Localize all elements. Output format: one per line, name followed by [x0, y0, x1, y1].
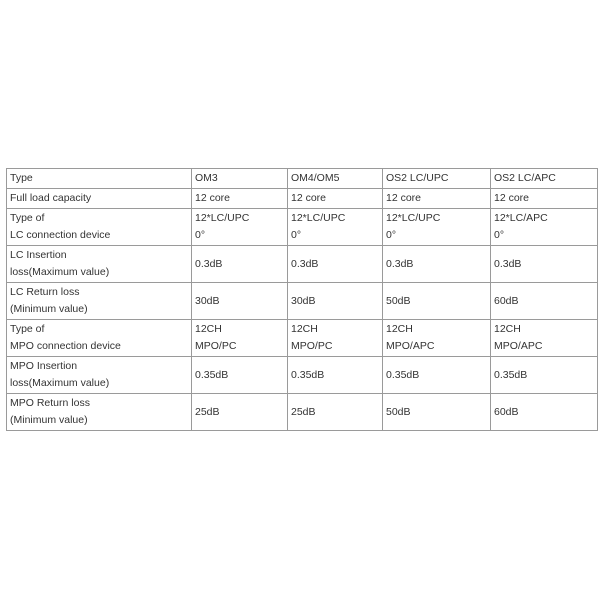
- row-label: [7, 357, 192, 394]
- value-cell-line: 0.35dB: [386, 368, 420, 381]
- table-row: [7, 320, 598, 357]
- value-cell: [491, 357, 598, 394]
- value-cell: [383, 209, 491, 246]
- value-cell: [192, 246, 288, 283]
- value-cell-line: 0°: [195, 229, 206, 241]
- value-cell-line: 60dB: [494, 294, 519, 307]
- table-row: [7, 169, 598, 189]
- value-cell: [192, 189, 288, 209]
- row-label-line: MPO connection device: [10, 340, 121, 352]
- row-label-line: (Minimum value): [10, 303, 88, 315]
- value-cell: [491, 320, 598, 357]
- value-cell-line: 50dB: [386, 294, 411, 307]
- value-cell-line: 0.35dB: [195, 368, 229, 381]
- value-cell: [288, 189, 383, 209]
- value-cell-line: 30dB: [291, 294, 316, 307]
- value-cell-line: 0.3dB: [195, 257, 223, 270]
- row-label-line: loss(Maximum value): [10, 377, 110, 389]
- value-cell-line: 0°: [494, 229, 505, 241]
- value-cell: [288, 394, 383, 431]
- value-cell: [491, 246, 598, 283]
- row-label-line: Type of: [10, 212, 45, 224]
- value-cell-line: 0.3dB: [291, 257, 319, 270]
- table-row: [7, 246, 598, 283]
- value-cell-line: MPO/PC: [291, 340, 333, 352]
- value-cell: [288, 357, 383, 394]
- value-cell-line: 0.3dB: [494, 257, 522, 270]
- value-cell-line: MPO/APC: [386, 340, 435, 352]
- row-label-line: Type of: [10, 323, 45, 335]
- row-label-line: Type: [10, 172, 33, 184]
- row-label-line: LC connection device: [10, 229, 111, 241]
- value-cell-line: 12CH: [386, 323, 413, 335]
- value-cell-line: OM4/OM5: [291, 172, 340, 184]
- value-cell-line: 0°: [291, 229, 302, 241]
- value-cell: [192, 320, 288, 357]
- row-label: [7, 246, 192, 283]
- value-cell: [383, 169, 491, 189]
- value-cell-line: MPO/PC: [195, 340, 237, 352]
- value-cell-line: 12*LC/UPC: [386, 212, 441, 224]
- value-cell-line: 12*LC/APC: [494, 212, 548, 224]
- row-label-line: LC Return loss: [10, 286, 80, 298]
- value-cell: [383, 283, 491, 320]
- value-cell-line: 50dB: [386, 405, 411, 418]
- value-cell: [383, 320, 491, 357]
- value-cell-line: 30dB: [195, 294, 220, 307]
- value-cell: [491, 394, 598, 431]
- value-cell: [288, 320, 383, 357]
- value-cell: [192, 209, 288, 246]
- value-cell: [383, 394, 491, 431]
- value-cell: [288, 209, 383, 246]
- value-cell: [491, 169, 598, 189]
- table-row: [7, 209, 598, 246]
- value-cell-line: OS2 LC/APC: [494, 172, 556, 184]
- value-cell-line: 60dB: [494, 405, 519, 418]
- row-label-line: LC Insertion: [10, 249, 67, 261]
- row-label: [7, 169, 192, 189]
- value-cell-line: OS2 LC/UPC: [386, 172, 449, 184]
- row-label: [7, 189, 192, 209]
- value-cell: [192, 394, 288, 431]
- row-label-line: Full load capacity: [10, 192, 92, 204]
- row-label: [7, 320, 192, 357]
- value-cell-line: 25dB: [291, 405, 316, 418]
- row-label: [7, 209, 192, 246]
- value-cell-line: 12CH: [494, 323, 521, 335]
- value-cell: [288, 283, 383, 320]
- value-cell: [383, 246, 491, 283]
- value-cell-line: 0°: [386, 229, 397, 241]
- value-cell: [192, 283, 288, 320]
- value-cell: [383, 357, 491, 394]
- table-row: [7, 189, 598, 209]
- spec-table: [6, 168, 598, 431]
- row-label: [7, 394, 192, 431]
- value-cell-line: 12CH: [291, 323, 318, 335]
- value-cell: [288, 169, 383, 189]
- value-cell: [383, 189, 491, 209]
- value-cell: [192, 169, 288, 189]
- spec-table-body: [7, 169, 598, 431]
- value-cell-line: 12CH: [195, 323, 222, 335]
- value-cell-line: 12 core: [494, 192, 530, 204]
- value-cell-line: 12*LC/UPC: [195, 212, 250, 224]
- value-cell-line: OM3: [195, 172, 218, 184]
- row-label: [7, 283, 192, 320]
- value-cell: [491, 209, 598, 246]
- value-cell-line: 12 core: [386, 192, 422, 204]
- value-cell-line: 0.35dB: [494, 368, 528, 381]
- value-cell: [491, 189, 598, 209]
- row-label-line: MPO Insertion: [10, 360, 78, 372]
- row-label-line: MPO Return loss: [10, 397, 90, 409]
- value-cell-line: 25dB: [195, 405, 220, 418]
- value-cell: [491, 283, 598, 320]
- value-cell: [192, 357, 288, 394]
- value-cell-line: 0.35dB: [291, 368, 325, 381]
- value-cell-line: 12 core: [291, 192, 327, 204]
- row-label-line: (Minimum value): [10, 414, 88, 426]
- value-cell-line: 0.3dB: [386, 257, 414, 270]
- table-row: [7, 357, 598, 394]
- value-cell-line: MPO/APC: [494, 340, 543, 352]
- value-cell-line: 12*LC/UPC: [291, 212, 346, 224]
- value-cell-line: 12 core: [195, 192, 231, 204]
- table-row: [7, 394, 598, 431]
- table-row: [7, 283, 598, 320]
- value-cell: [288, 246, 383, 283]
- row-label-line: loss(Maximum value): [10, 266, 110, 278]
